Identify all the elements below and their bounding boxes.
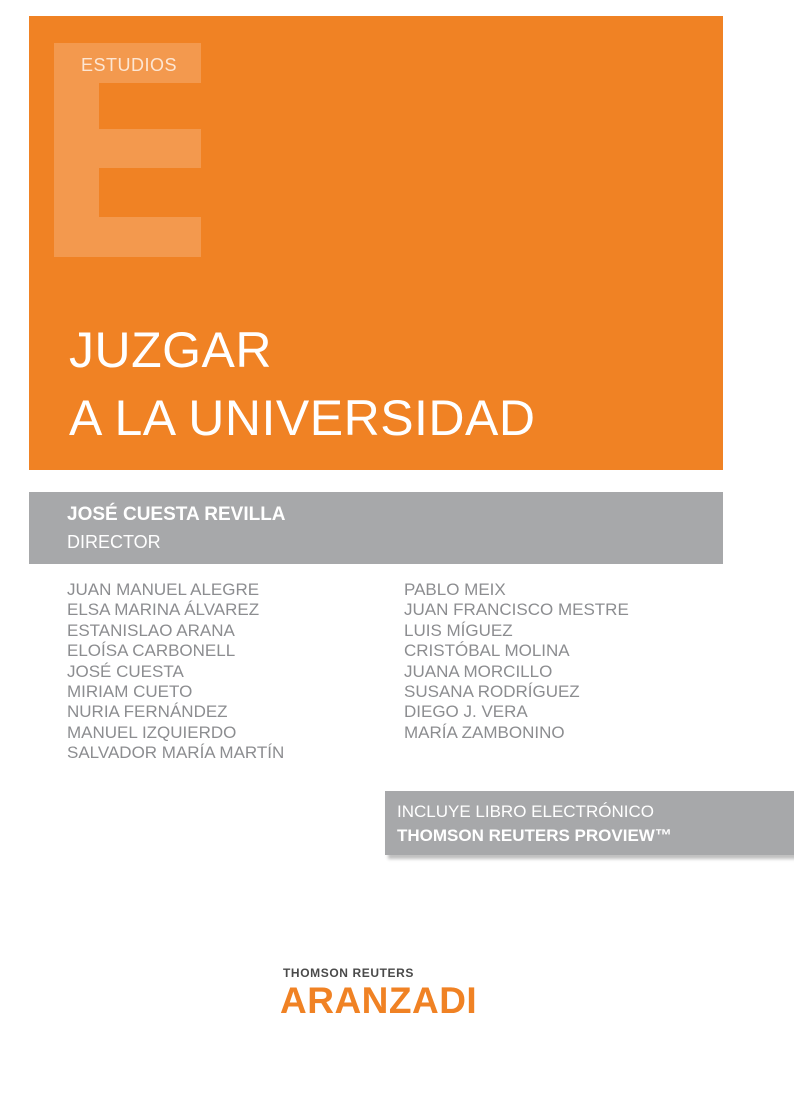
publisher-logo: [280, 966, 477, 1022]
author-name: ELOÍSA CARBONELL: [67, 641, 236, 661]
director-role: DIRECTOR: [67, 532, 161, 552]
author-name: JOSÉ CUESTA: [67, 661, 184, 681]
series-label: ESTUDIOS: [81, 55, 178, 75]
author-name: MIRIAM CUETO: [67, 682, 193, 702]
publisher-parent-name: THOMSON REUTERS: [283, 966, 415, 980]
ebook-notice-text: INCLUYE LIBRO ELECTRÓNICO: [397, 802, 654, 821]
author-name: SUSANA RODRÍGUEZ: [404, 682, 580, 702]
author-name: NURIA FERNÁNDEZ: [67, 702, 228, 722]
author-name: ESTANISLAO ARANA: [67, 620, 235, 640]
director-name: JOSÉ CUESTA REVILLA: [67, 504, 286, 525]
author-name: JUAN FRANCISCO MESTRE: [404, 600, 629, 620]
author-name: JUAN MANUEL ALEGRE: [67, 580, 260, 599]
book-title-line-1: JUZGAR: [69, 322, 272, 378]
director-band: [29, 492, 723, 564]
book-title-line-2: A LA UNIVERSIDAD: [69, 390, 536, 446]
author-name: SALVADOR MARÍA MARTÍN: [67, 743, 285, 763]
author-name: JUANA MORCILLO: [404, 661, 553, 681]
author-name: DIEGO J. VERA: [404, 702, 528, 722]
book-title: [69, 316, 536, 452]
author-name: LUIS MÍGUEZ: [404, 620, 513, 640]
author-name: CRISTÓBAL MOLINA: [404, 641, 570, 661]
authors-list-right: [404, 580, 629, 743]
ebook-notice-band: [385, 791, 794, 855]
publisher-brand-name: ARANZADI: [280, 980, 478, 1021]
author-name: MANUEL IZQUIERDO: [67, 722, 237, 742]
authors-list-left: [67, 580, 284, 764]
author-name: ELSA MARINA ÁLVAREZ: [67, 600, 260, 620]
ebook-platform-name: THOMSON REUTERS PROVIEW™: [397, 826, 672, 845]
author-name: MARÍA ZAMBONINO: [404, 722, 565, 742]
cover-banner: [29, 16, 723, 470]
author-name: PABLO MEIX: [404, 580, 506, 599]
